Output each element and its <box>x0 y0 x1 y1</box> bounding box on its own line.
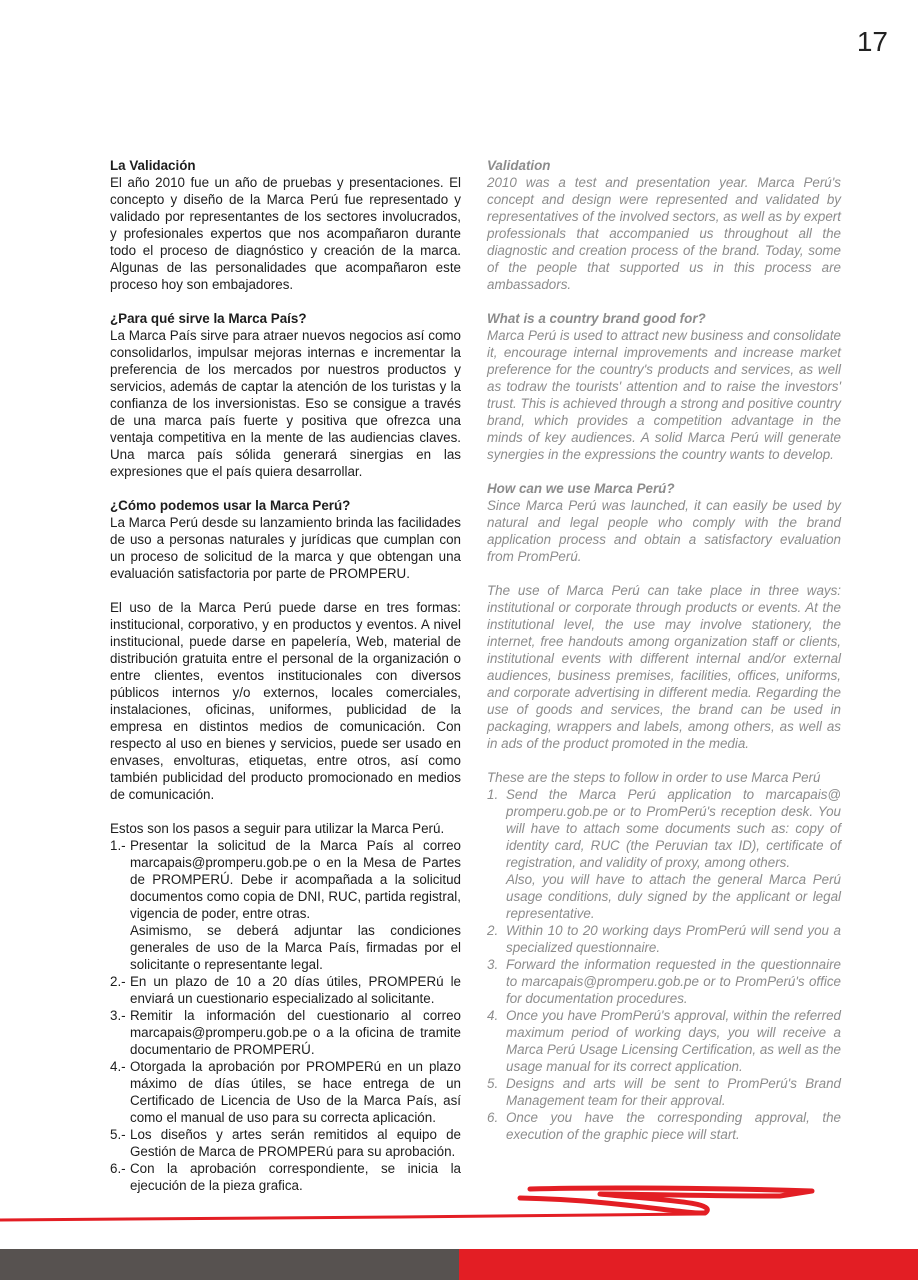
brushstroke-line <box>0 1214 700 1220</box>
step-item <box>487 1007 841 1075</box>
section-heading: ¿Para qué sirve la Marca País? <box>110 311 307 326</box>
step-item <box>487 1075 841 1109</box>
section-paragraph: El año 2010 fue un año de pruebas y presentaciones. El concepto y diseño de la Marca Perú fue representado y validado por representantes de los sectores involucrados, y profesionales expertos que nos acompañaron durante todo el proceso de diagnóstico y creación de la marca. Algunas de las personalidades que acompañaron este proceso hoy son embajadores. <box>110 175 461 292</box>
section-paragraph: La Marca País sirve para atraer nuevos negocios así como consolidarlos, impulsar mejoras internas e incrementar la preferencia de los mercados por nuestros productos y servicios, además de captar la atención de los turistas y la confianza de los inversionistas. Eso se consigue a través de una marca país fuerte y positiva que ofrezca una ventaja competitiva en la mente de las audiencias claves. Una marca país sólida generará sinergias en las expresiones que el país quiera desarrollar. <box>110 328 461 479</box>
section-heading: Validation <box>487 158 551 173</box>
step-item <box>110 1058 461 1126</box>
section-paragraph: 2010 was a test and presentation year. Marca Perú's concept and design were represented and validated by representatives of the involved sectors, as well as by expert professionals that accompanied us throughout all the diagnostic and creation process of the brand. Today, some of the people that supported us in this process are ambassadors. <box>487 175 841 292</box>
step-text-extra: Asimismo, se deberá adjuntar las condiciones generales de uso de la Marca País, firmadas por el solicitante o representante legal. <box>130 923 461 972</box>
step-number: 6.- <box>110 1161 126 1176</box>
step-text: Los diseños y artes serán remitidos al equipo de Gestión de Marca de PROMPERú para su aprobación. <box>130 1127 461 1159</box>
step-text: Con la aprobación correspondiente, se inicia la ejecución de la pieza grafica. <box>130 1161 461 1193</box>
step-number: 3. <box>487 957 499 972</box>
step-text: Send the Marca Perú application to marcapais@ promperu.gob.pe or to PromPerú's reception desk. You will have to attach some documents such as: copy of identity card, RUC (the Peruvian tax ID), certificate of registration, and validity of proxy, among others. <box>506 787 841 870</box>
english-column <box>487 157 841 1143</box>
steps-intro: These are the steps to follow in order to use Marca Perú <box>487 770 821 785</box>
red-brushstroke-decoration <box>0 1170 918 1240</box>
step-item <box>110 1126 461 1160</box>
step-number: 2.- <box>110 974 126 989</box>
steps-intro: Estos son los pasos a seguir para utilizar la Marca Perú. <box>110 821 445 836</box>
steps-list <box>487 786 841 1143</box>
footer-band-gray <box>0 1249 459 1280</box>
section-how-to-use <box>487 480 841 752</box>
step-item <box>487 1109 841 1143</box>
step-number: 2. <box>487 923 499 938</box>
step-text: Otorgada la aprobación por PROMPERú en un plazo máximo de días útiles, se hace entrega de un Certificado de Licencia de Uso de la Marca País, así como el manual de uso para su correcta aplicación. <box>130 1059 461 1125</box>
step-item <box>110 1007 461 1058</box>
section-validacion <box>110 157 461 293</box>
step-text: Remitir la información del cuestionario al correo marcapais@promperu.gob.pe o a la oficina de tramite documentario de PROMPERÚ. <box>130 1008 461 1057</box>
brushstroke-scribble <box>520 1188 812 1213</box>
steps-list <box>110 837 461 1194</box>
page-number: 17 <box>856 26 888 57</box>
step-text: Forward the information requested in the questionnaire to marcapais@promperu.gob.pe or to PromPerú's office for documentation procedures. <box>506 957 841 1006</box>
section-para-que-sirve <box>110 310 461 480</box>
step-text: Presentar la solicitud de la Marca País al correo marcapais@promperu.gob.pe o en la Mesa de Partes de PROMPERÚ. Debe ir acompañada a la solicitud documentos como copia de DNI, RUC, partida registral, vigencia de poder, entre otras. <box>130 838 461 921</box>
section-heading: How can we use Marca Perú? <box>487 481 675 496</box>
step-text: Once you have the corresponding approval, the execution of the graphic piece will start. <box>506 1110 841 1142</box>
step-number: 1. <box>487 787 499 802</box>
section-validation <box>487 157 841 293</box>
spanish-column <box>110 157 461 1194</box>
step-number: 5. <box>487 1076 499 1091</box>
footer-band-red <box>459 1249 918 1280</box>
step-text: En un plazo de 10 a 20 días útiles, PROMPERú le enviará un cuestionario especializado al solicitante. <box>130 974 461 1006</box>
section-paragraph: La Marca Perú desde su lanzamiento brinda las facilidades de uso a personas naturales y jurídicas que cumplan con un proceso de solicitud de la marca y que obtengan una evaluación satisfactoria por parte de PROMPERU. <box>110 515 461 581</box>
step-text: Once you have PromPerú's approval, within the referred maximum period of working days, you will receive a Marca Perú Usage Licensing Certification, as well as the usage manual for its correct application. <box>506 1008 841 1074</box>
section-como-usar <box>110 497 461 803</box>
step-text: Within 10 to 20 working days PromPerú will send you a specialized questionnaire. <box>506 923 841 955</box>
section-heading: ¿Cómo podemos usar la Marca Perú? <box>110 498 351 513</box>
step-text-extra: Also, you will have to attach the general Marca Perú usage conditions, duly signed by the applicant or legal representative. <box>506 872 841 921</box>
step-number: 3.- <box>110 1008 126 1023</box>
step-number: 5.- <box>110 1127 126 1142</box>
section-paragraph: El uso de la Marca Perú puede darse en tres formas: institucional, corporativo, y en productos y eventos. A nivel institucional, puede darse en papelería, Web, material de distribución gratuita entre el personal de la organización o entre clientes, eventos institucionales con diversos públicos internos y/o externos, locales comerciales, instalaciones, oficinas, uniformes, publicidad de la empresa en distintos medios de comunicación. Con respecto al uso en bienes y servicios, puede ser usado en envases, envolturas, etiquetas, entre otros, así como también publicidad del producto promocionado en medios de comunicación. <box>110 600 461 802</box>
step-number: 1.- <box>110 838 126 853</box>
section-heading: La Validación <box>110 158 196 173</box>
section-paragraph: The use of Marca Perú can take place in three ways: institutional or corporate through products or events. At the institutional level, the use may involve stationery, the internet, free handouts among organization staff or clients, institutional events with different internal and/or external audiences, business premises, facilities, offices, uniforms, and corporate advertising in different media. Regarding the use of goods and services, the brand can be used in packaging, wrappers and labels, among others, as well as in ads of the product promoted in the media. <box>487 583 841 751</box>
step-item <box>110 837 461 973</box>
step-text: Designs and arts will be sent to PromPerú's Brand Management team for their approval. <box>506 1076 841 1108</box>
step-item <box>487 786 841 922</box>
step-number: 4.- <box>110 1059 126 1074</box>
section-paragraph: Since Marca Perú was launched, it can easily be used by natural and legal people who comply with the brand application process and obtain a satisfactory evaluation from PromPerú. <box>487 498 841 564</box>
section-paragraph: Marca Perú is used to attract new business and consolidate it, encourage internal improvements and increase market preference for the country's products and services, as well as todraw the tourists' attention and to raise the investors' trust. This is achieved through a strong and positive country brand, which provides a competition advantage in the minds of key audiences. A solid Marca Perú will generate synergies in the expressions the country wants to develop. <box>487 328 841 462</box>
section-country-brand-good-for <box>487 310 841 463</box>
step-item <box>487 922 841 956</box>
step-item <box>487 956 841 1007</box>
step-number: 6. <box>487 1110 499 1125</box>
step-item <box>110 973 461 1007</box>
section-heading: What is a country brand good for? <box>487 311 706 326</box>
step-number: 4. <box>487 1008 499 1023</box>
